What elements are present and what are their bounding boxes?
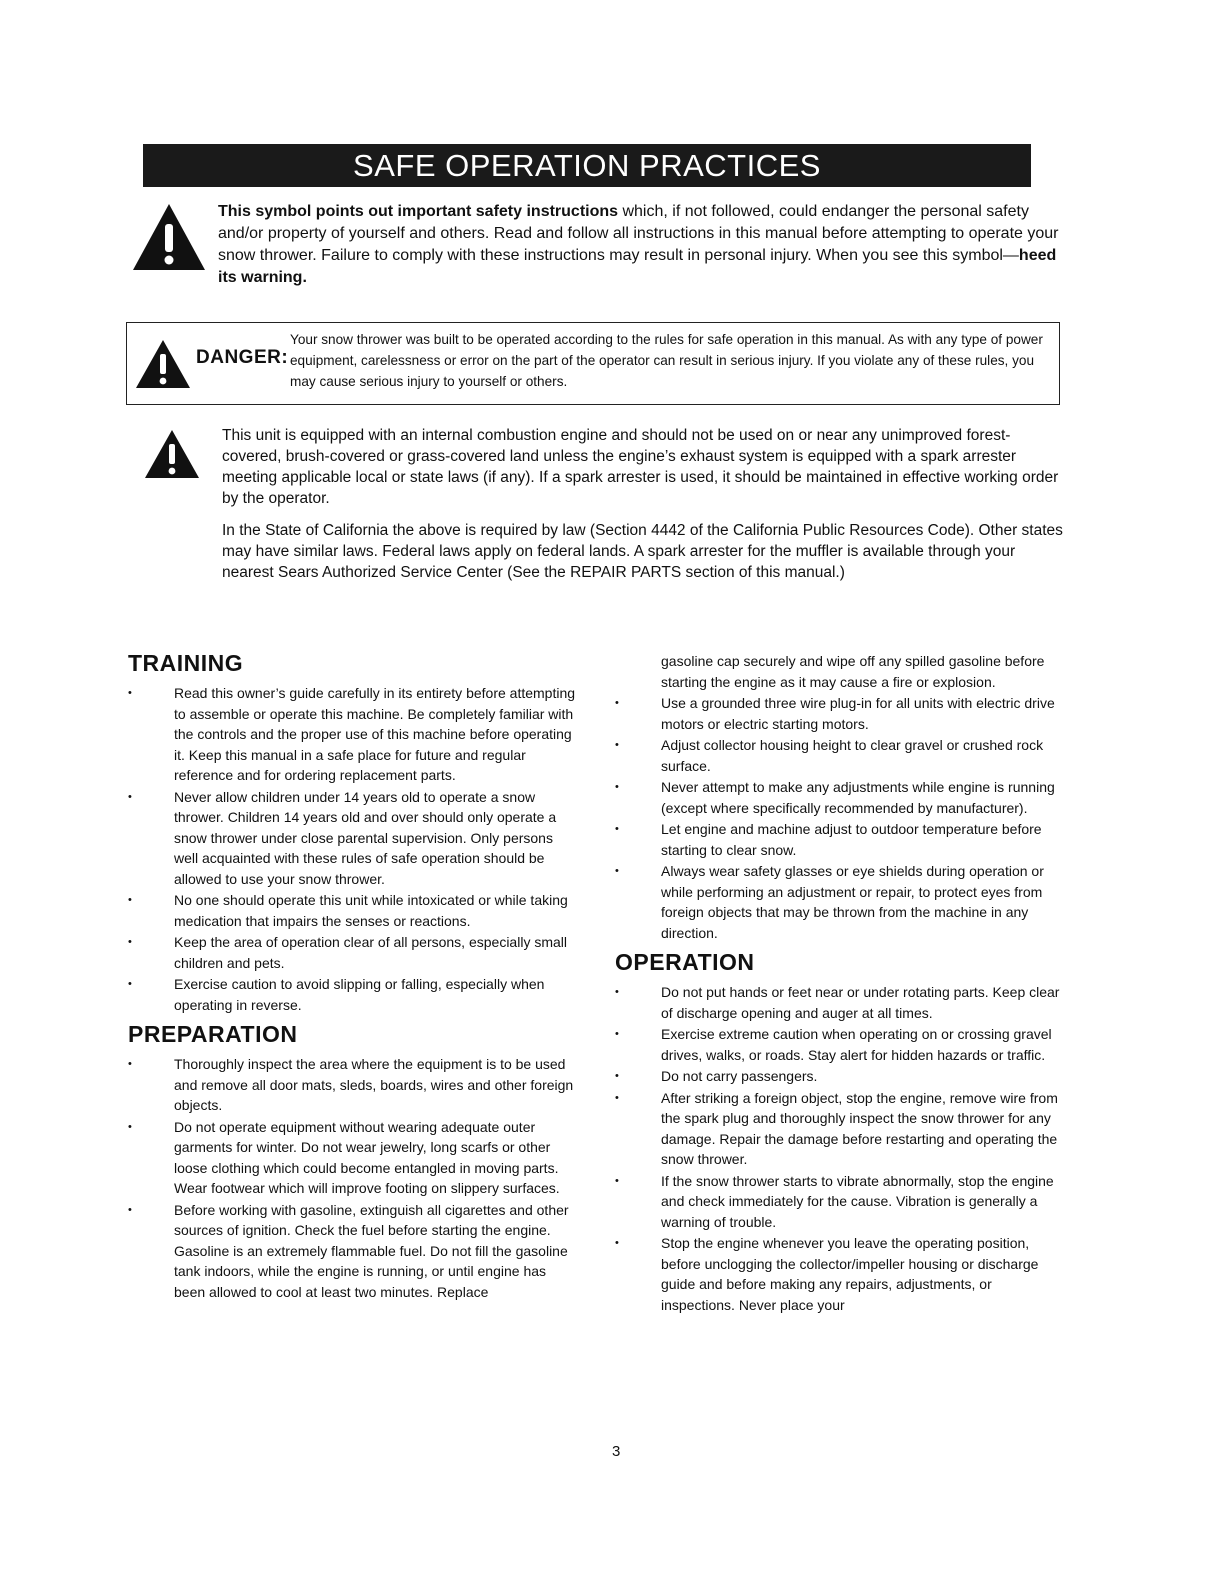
list-item: • Thoroughly inspect the area where the equipment is to be used and remove all door mats, sleds, boards, wires and other foreign objects. bbox=[128, 1054, 578, 1116]
intro-text: which, if not followed, could endanger the personal safety and/or property of yourself and others. Read and follow all instructions in this manual before attempting to operate your snow thrower. Failure to comply with these instructions may result in personal injury. When you see this symbol— bbox=[218, 203, 1059, 264]
intro-paragraph bbox=[218, 201, 1063, 289]
list-item: • Let engine and machine adjust to outdoor temperature before starting to clear snow. bbox=[615, 819, 1065, 860]
list-item: • Before working with gasoline, extinguish all cigarettes and other sources of ignition. Check the fuel before starting the engine. Gasoline is an extremely flammable fuel. Do not fill the gasoline tank indoors, while the engine is running, or until engine has been allowed to cool at least two minutes. Replace bbox=[128, 1200, 578, 1303]
danger-text: Your snow thrower was built to be operated according to the rules for safe operation in this manual. As with any type of power equipment, carelessness or error on the part of the operator can result in serious injury. If you violate any of these rules, you may cause serious injury to yourself or others. bbox=[290, 332, 1043, 389]
preparation-heading: PREPARATION bbox=[128, 1021, 298, 1047]
spark-paragraph-1: This unit is equipped with an internal combustion engine and should not be used on or near any unimproved forest-covered, brush-covered or grass-covered land unless the engine’s exhaust system is equipped with a spark arrester meeting applicable local or state laws (if any). If a spark arrester is used, it should be maintained in effective working order by the operator. bbox=[222, 427, 1059, 507]
page-title-banner: SAFE OPERATION PRACTICES bbox=[143, 144, 1031, 187]
list-item: • Exercise extreme caution when operating on or crossing gravel drives, walks, or roads. Stay alert for hidden hazards or traffic. bbox=[615, 1024, 1065, 1065]
list-item: • Exercise caution to avoid slipping or falling, especially when operating in reverse. bbox=[128, 974, 578, 1015]
preparation-list-continued bbox=[615, 693, 1065, 943]
training-list bbox=[128, 683, 578, 1015]
list-item: • After striking a foreign object, stop the engine, remove wire from the spark plug and thoroughly inspect the snow thrower for any damage. Repair the damage before restarting and operating the snow thrower. bbox=[615, 1088, 1065, 1170]
list-item: • Keep the area of operation clear of all persons, especially small children and pets. bbox=[128, 932, 578, 973]
operation-heading: OPERATION bbox=[615, 949, 755, 975]
preparation-list bbox=[128, 1054, 578, 1302]
right-column bbox=[615, 651, 1065, 1319]
list-item: • Always wear safety glasses or eye shields during operation or while performing an adjustment or repair, to protect eyes from foreign objects that may be thrown from the machine in any direction. bbox=[615, 861, 1065, 943]
spark-arrester-notice bbox=[222, 425, 1067, 594]
training-heading: TRAINING bbox=[128, 650, 244, 676]
intro-bold-tail: heed its warning. bbox=[218, 247, 1057, 286]
list-item: • No one should operate this unit while intoxicated or while taking medication that impairs the senses or reactions. bbox=[128, 890, 578, 931]
preparation-continued: gasoline cap securely and wipe off any spilled gasoline before starting the engine as it may cause a fire or explosion. bbox=[661, 653, 1045, 690]
warning-triangle-icon bbox=[131, 202, 207, 272]
spark-paragraph-2: In the State of California the above is required by law (Section 4442 of the California Public Resources Code). Other states may have similar laws. Federal laws apply on federal lands. A spark arrester for the muffler is available through your nearest Sears Authorized Service Center (See the REPAIR PARTS section of this manual.) bbox=[222, 522, 1063, 581]
danger-label: DANGER: bbox=[196, 347, 289, 368]
danger-warning-icon bbox=[134, 338, 192, 390]
list-item: • Do not operate equipment without wearing adequate outer garments for winter. Do not wear jewelry, long scarfs or other loose clothing which could become entangled in moving parts. Wear footwear which will improve footing on slippery surfaces. bbox=[128, 1117, 578, 1199]
operation-list bbox=[615, 982, 1065, 1315]
list-item: • Use a grounded three wire plug-in for all units with electric drive motors or electric starting motors. bbox=[615, 693, 1065, 734]
list-item: • Never allow children under 14 years old to operate a snow thrower. Children 14 years old and over should only operate a snow thrower under close parental supervision. Only persons well acquainted with these rules of safe operation should be allowed to use your snow thrower. bbox=[128, 787, 578, 890]
list-item: • Stop the engine whenever you leave the operating position, before unclogging the collector/impeller housing or discharge guide and before making any repairs, adjustments, or inspections. Never place your bbox=[615, 1233, 1065, 1315]
intro-bold-lead: This symbol points out important safety instructions bbox=[218, 203, 619, 220]
left-column bbox=[128, 648, 578, 1306]
spark-warning-icon bbox=[143, 428, 201, 480]
list-item: • Adjust collector housing height to clear gravel or crushed rock surface. bbox=[615, 735, 1065, 776]
list-item: • Never attempt to make any adjustments while engine is running (except where specifically recommended by manufacturer). bbox=[615, 777, 1065, 818]
list-item: • Do not carry passengers. bbox=[615, 1066, 1065, 1087]
list-item: • Read this owner’s guide carefully in its entirety before attempting to assemble or operate this machine. Be completely familiar with the controls and the proper use of this machine before operating it. Keep this manual in a safe place for future and regular reference and for ordering replacement parts. bbox=[128, 683, 578, 786]
page-number: 3 bbox=[612, 1443, 621, 1460]
list-item: • Do not put hands or feet near or under rotating parts. Keep clear of discharge opening and auger at all times. bbox=[615, 982, 1065, 1023]
list-item: • If the snow thrower starts to vibrate abnormally, stop the engine and check immediately for the cause. Vibration is generally a warning of trouble. bbox=[615, 1171, 1065, 1233]
